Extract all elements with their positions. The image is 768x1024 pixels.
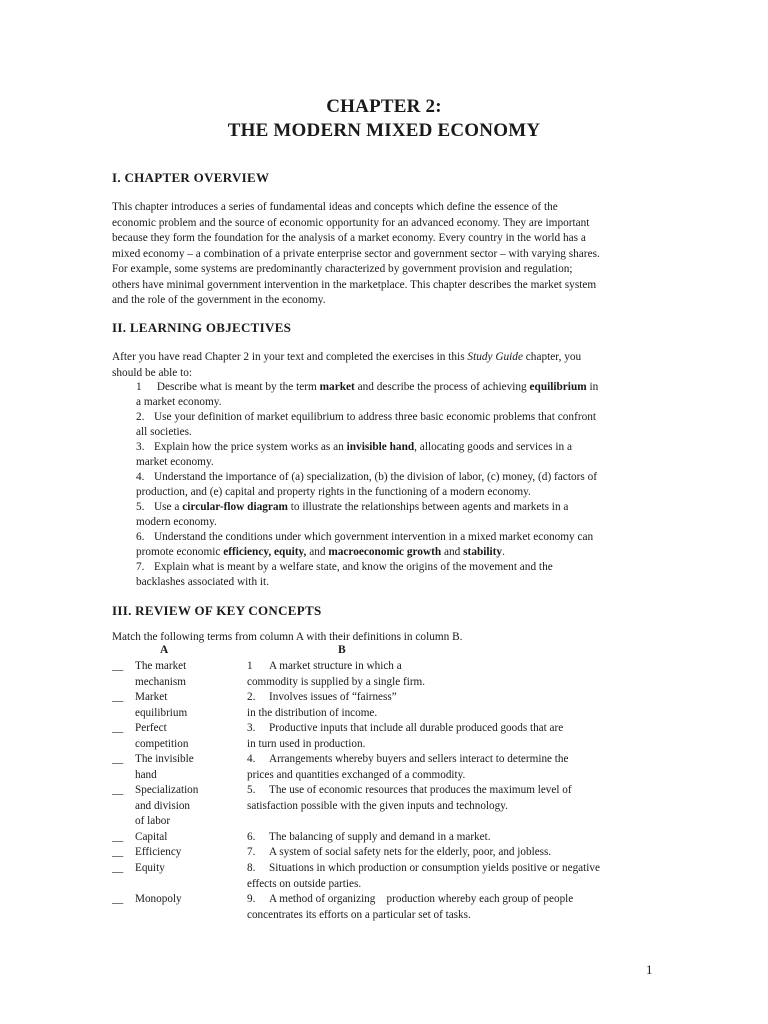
definition-text: 5. The use of economic resources that produces the maximum level of satisfaction possible with the given inputs and technology. [247,784,572,812]
definition-text: 6. The balancing of supply and demand in a market. [247,831,491,843]
term-label: Market equilibrium [135,691,188,719]
term-label: Perfect competition [135,722,189,750]
column-b-header: B [338,644,346,656]
answer-blank[interactable]: __ [112,722,124,734]
objectives-intro: After you have read Chapter 2 in your text and completed the exercises in this Study Guide chapter, you should be able to: [112,351,582,379]
answer-blank[interactable]: __ [112,893,124,905]
overview-line: mixed economy – a combination of a private enterprise sector and government sector – with varying shares. [112,247,600,260]
term-label: Monopoly [135,893,182,905]
objective-3: 3. Explain how the price system works as an invisible hand, allocating goods and services in a market economy. [136,441,572,469]
overview-heading: I. CHAPTER OVERVIEW [112,170,270,185]
answer-blank[interactable]: __ [112,753,124,765]
definition-text: 3. Productive inputs that include all durable produced goods that are in turn used in production. [247,722,564,750]
overview-paragraph [112,200,657,309]
objective-6: 6. Understand the conditions under which government intervention in a mixed market economy can promote economic efficiency, equity, and macroeconomic growth and stability. [136,531,594,559]
definition-text: 1 A market structure in which a commodity is supplied by a single firm. [247,660,426,688]
answer-blank[interactable]: __ [112,846,124,858]
objective-2: 2. Use your definition of market equilibrium to address three basic economic problems that confront all societies. [136,411,597,439]
term-label: Specialization and division of labor [135,784,199,827]
overview-line: others have minimal government intervention in the marketplace. This chapter describes the market system [112,278,597,291]
overview-line: economic problem and the source of economic opportunity for an advanced economy. They are important [112,216,590,229]
definition-text: 9. A method of organizing production whereby each group of people concentrates its efforts on a particular set of tasks. [247,893,574,921]
chapter-number: CHAPTER 2: [326,96,442,117]
column-a-header: A [160,644,169,656]
objectives-heading: II. LEARNING OBJECTIVES [112,320,292,335]
objective-1: 1 Describe what is meant by the term market and describe the process of achieving equilibrium in a market economy. [136,381,599,409]
overview-line: For example, some systems are predominantly characterized by government provision and regulation; [112,263,573,275]
concepts-heading: III. REVIEW OF KEY CONCEPTS [112,603,322,618]
definition-text: 8. Situations in which production or consumption yields positive or negative effects on outside parties. [247,862,600,890]
answer-blank[interactable]: __ [112,660,124,672]
overview-line: This chapter introduces a series of fundamental ideas and concepts which define the essence of the [112,201,558,213]
answer-blank[interactable]: __ [112,862,124,874]
answer-blank[interactable]: __ [112,831,124,843]
study-guide-italic: Study Guide [467,351,523,363]
term-label: Efficiency [135,846,182,858]
objective-4: 4. Understand the importance of (a) specialization, (b) the division of labor, (c) money, (d) factors of production, and (e) capital and property rights in the functioning of a modern economy. [136,471,597,499]
definition-text: 7. A system of social safety nets for the elderly, poor, and jobless. [247,846,552,858]
term-label: Equity [135,862,165,874]
answer-blank[interactable]: __ [112,691,124,703]
definition-text: 2. Involves issues of “fairness” in the distribution of income. [247,691,397,719]
term-label: Capital [135,831,168,843]
page-number: 1 [646,962,653,977]
concepts-intro: Match the following terms from column A with their definitions in column B. [112,631,463,643]
overview-line: and the role of the government in the economy. [112,294,326,306]
term-label: The invisible hand [135,753,194,781]
overview-line: because they form the foundation for the analysis of a market economy. Every country in the world has a [112,232,586,244]
chapter-title: THE MODERN MIXED ECONOMY [227,120,541,141]
answer-blank[interactable]: __ [112,784,124,796]
term-label: The market mechanism [135,660,187,688]
objective-7: 7. Explain what is meant by a welfare state, and know the origins of the movement and the backlashes associated with it. [136,561,553,589]
objective-5: 5. Use a circular-flow diagram to illustrate the relationships between agents and markets in a modern economy. [136,501,569,529]
definition-text: 4. Arrangements whereby buyers and sellers interact to determine the prices and quantities exchanged of a commodity. [247,753,569,781]
